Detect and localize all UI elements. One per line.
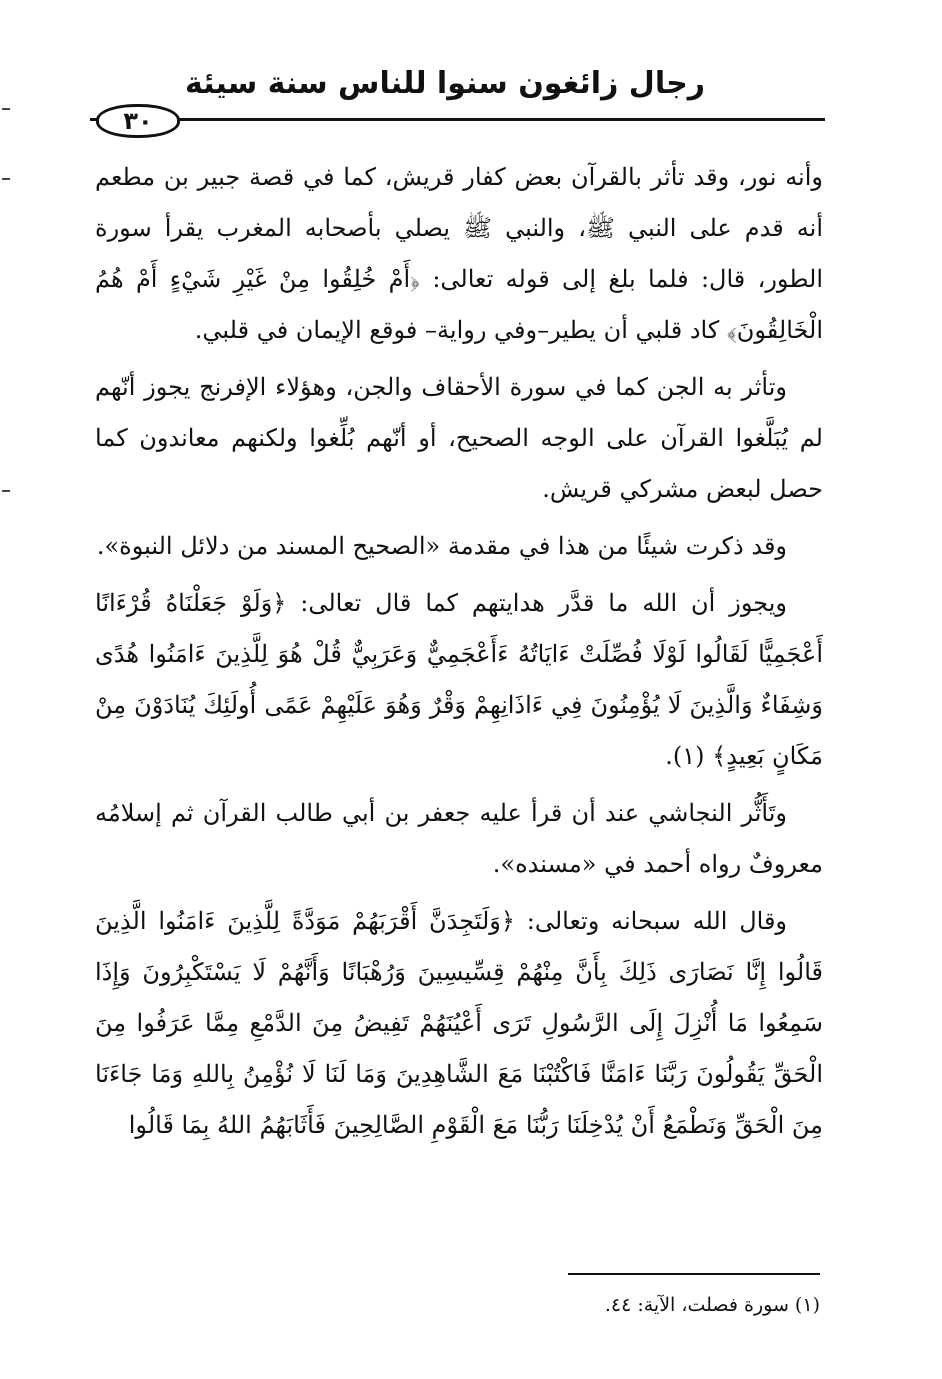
footnote: (١) سورة فصلت، الآية: ٤٤.	[604, 1294, 820, 1316]
header-rule	[90, 118, 825, 121]
margin-mark	[2, 178, 10, 180]
paragraph: وتَأَثُّر النجاشي عند أن قرأ عليه جعفر بن أبي طالب القرآن ثم إسلامُه معروفٌ رواه أحمد في «مسنده».	[95, 799, 823, 878]
running-title: رجال زائغون سنوا للناس سنة سيئة	[185, 66, 705, 101]
page-header	[90, 60, 825, 135]
page-number: ٣٠	[96, 104, 180, 138]
paragraph: وقد ذكرت شيئًا من هذا في مقدمة «الصحيح المسند من دلائل النبوة».	[96, 532, 787, 560]
margin-mark	[2, 108, 10, 110]
main-text	[95, 152, 823, 1157]
paragraph: وتأثر به الجن كما في سورة الأحقاف والجن، وهؤلاء الإفرنج يجوز أنّهم لم يُبَلَّغوا القرآن على الوجه الصحيح، أو أنّهم بُلِّغوا ولكنهم معاندون كما حصل لبعض مشركي قريش.	[95, 373, 823, 503]
footnote-separator	[568, 1273, 820, 1275]
paragraph: وأنه نور، وقد تأثر بالقرآن بعض كفار قريش، كما في قصة جبير بن مطعم أنه قدم على النبي ﷺ، والنبي ﷺ يصلي بأصحابه المغرب يقرأ سورة الطور، قال: فلما بلغ إلى قوله تعالى: ﴿أَمْ خُلِقُوا مِنْ غَيْرِ شَيْءٍ أَمْ هُمُ الْخَالِقُونَ﴾ كاد قلبي أن يطير–وفي رواية– فوقع الإيمان في قلبي.	[95, 163, 823, 344]
paragraph: وقال الله سبحانه وتعالى: ﴿وَلَتَجِدَنَّ أَقْرَبَهُمْ مَوَدَّةً لِلَّذِينَ ءَامَنُوا الَّذِينَ قَالُوا إِنَّا نَصَارَى ذَلِكَ بِأَنَّ مِنْهُمْ قِسِّيسِينَ وَرُهْبَانًا وَأَنَّهُمْ لَا يَسْتَكْبِرُونَ وَإِذَا سَمِعُوا مَا أُنْزِلَ إِلَى الرَّسُولِ تَرَى أَعْيُنَهُمْ تَفِيضُ مِنَ الدَّمْعِ مِمَّا عَرَفُوا مِنَ الْحَقِّ يَقُولُونَ رَبَّنَا ءَامَنَّا فَاكْتُبْنَا مَعَ الشَّاهِدِينَ وَمَا لَنَا لَا نُؤْمِنُ بِاللهِ وَمَا جَاءَنَا مِنَ الْحَقِّ وَنَطْمَعُ أَنْ يُدْخِلَنَا رَبُّنَا مَعَ الْقَوْمِ الصَّالِحِينَ فَأَثَابَهُمُ اللهُ بِمَا قَالُوا	[95, 907, 823, 1139]
scan-margin-marks	[0, 90, 12, 510]
paragraph: ويجوز أن الله ما قدَّر هدايتهم كما قال تعالى: ﴿وَلَوْ جَعَلْنَاهُ قُرْءَانًا أَعْجَمِيًّا لَقَالُوا لَوْلَا فُصِّلَتْ ءَايَاتُهُ ءَأَعْجَمِيٌّ وَعَرَبِيٌّ قُلْ هُوَ لِلَّذِينَ ءَامَنُوا هُدًى وَشِفَاءٌ وَالَّذِينَ لَا يُؤْمِنُونَ فِي ءَاذَانِهِمْ وَقْرٌ وَهُوَ عَلَيْهِمْ عَمًى أُولَئِكَ يُنَادَوْنَ مِنْ مَكَانٍ بَعِيدٍ﴾ (١).	[95, 589, 823, 770]
margin-mark	[2, 490, 10, 492]
